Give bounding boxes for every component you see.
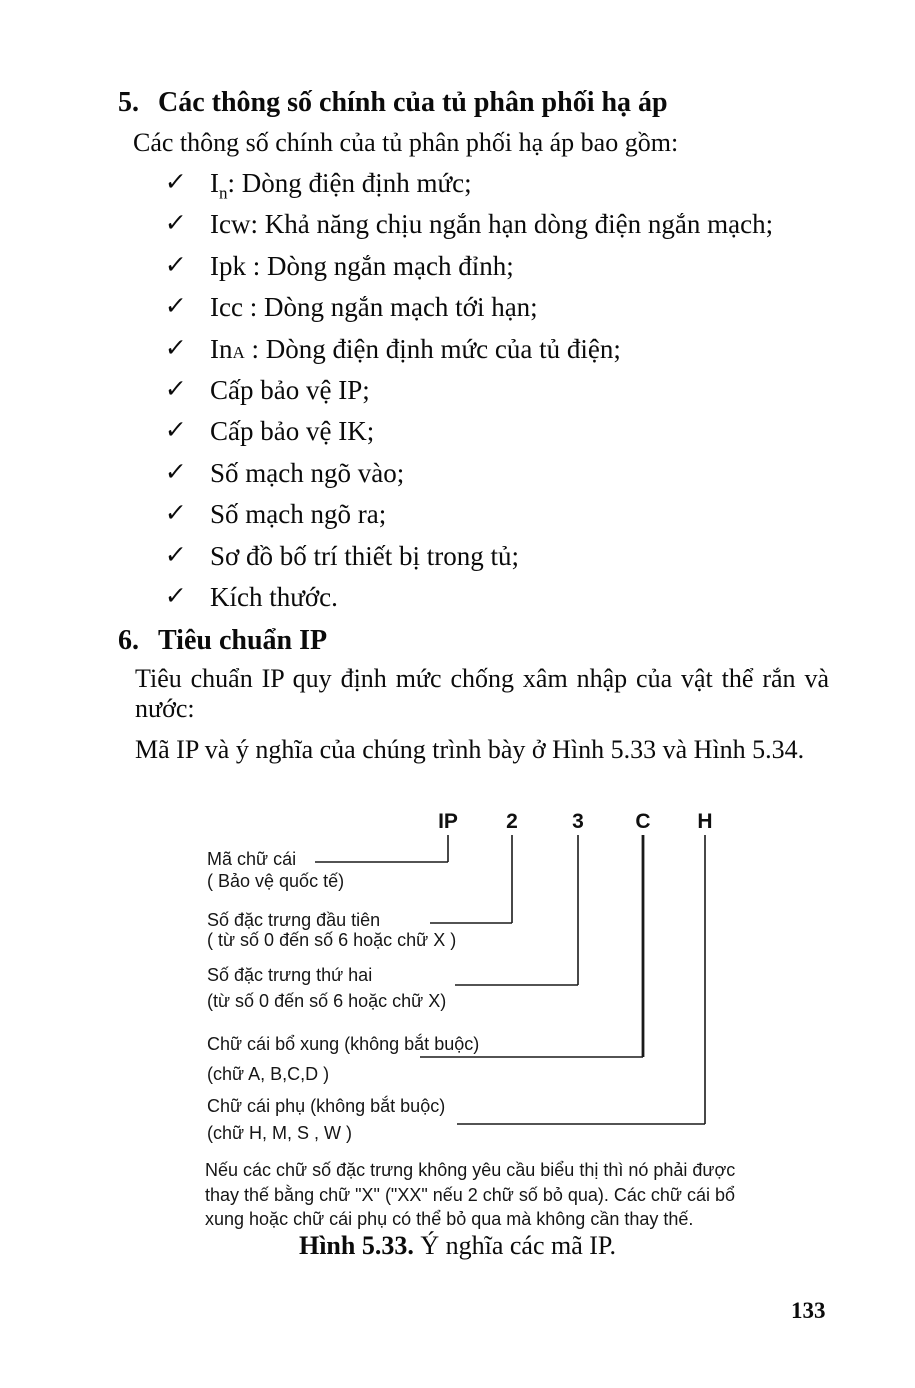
item-symbol: Ipk [210, 250, 246, 281]
code-letter-first-digit: 2 [506, 810, 518, 833]
section5-heading [118, 88, 668, 118]
caption-text: Ý nghĩa các mã IP. [413, 1231, 617, 1260]
list-item-text [210, 458, 404, 492]
code-letter-second-digit: 3 [572, 810, 584, 833]
row-detail: (từ số 0 đến số 6 hoặc chữ X) [207, 991, 447, 1011]
row-label: Số đặc trưng đầu tiên [207, 910, 381, 930]
note-line: thay thế bằng chữ "X" ("XX" nếu 2 chữ số bỏ qua). Các chữ cái bổ [205, 1184, 735, 1205]
item-symbol: In [210, 333, 233, 364]
list-item-text [210, 251, 514, 285]
list-item-text [210, 416, 374, 450]
list-item-text [210, 541, 519, 575]
checkmark-icon: ✓ [163, 169, 188, 196]
item-description: Số mạch ngõ vào; [210, 457, 405, 488]
item-description: : Dòng điện định mức của tủ điện; [244, 333, 621, 364]
list-item-text [210, 334, 621, 368]
checkmark-icon: ✓ [163, 251, 188, 279]
checkmark-icon: ✓ [163, 500, 188, 528]
section6-number: 6. [118, 625, 139, 656]
row-detail: ( Bảo vệ quốc tế) [207, 871, 345, 891]
list-item [165, 582, 773, 623]
caption-label: Hình 5.33. [298, 1231, 414, 1260]
list-item [165, 458, 773, 499]
row-detail: (chữ A, B,C,D ) [207, 1064, 330, 1084]
list-item [165, 416, 773, 457]
row-detail: (chữ H, M, S , W ) [207, 1123, 353, 1143]
list-item [165, 292, 773, 333]
list-item [165, 168, 773, 209]
item-symbol: I [210, 168, 219, 198]
section6-heading [118, 626, 327, 656]
item-symbol: Icw [210, 209, 251, 240]
checkmark-icon: ✓ [163, 293, 188, 321]
list-item-text [210, 375, 370, 409]
list-item [165, 499, 773, 540]
row-label: Mã chữ cái [207, 849, 297, 869]
list-item [165, 541, 773, 582]
note-line: xung hoặc chữ cái phụ có thể bỏ qua mà không cần thay thế. [205, 1209, 694, 1230]
item-description: : Dòng ngắn mạch đỉnh; [246, 250, 514, 281]
code-letter-supplementary: H [697, 810, 713, 833]
checkmark-icon: ✓ [163, 210, 188, 238]
list-item [165, 209, 773, 250]
list-item-text [210, 209, 773, 243]
section5-title: Các thông số chính của tủ phân phối hạ áp [158, 87, 668, 118]
item-description: : Khả năng chịu ngắn hạn dòng điện ngắn mạch; [250, 209, 774, 240]
item-description: Cấp bảo vệ IK; [210, 416, 375, 447]
paragraph-line: nước: [135, 694, 195, 723]
section6-paragraph-2: Mã IP và ý nghĩa của chúng trình bày ở Hình 5.33 và Hình 5.34. [135, 735, 805, 764]
item-description: Kích thước. [210, 581, 338, 612]
checkmark-icon: ✓ [163, 582, 188, 610]
item-description: : Dòng điện định mức; [227, 168, 472, 198]
row-detail: ( từ số 0 đến số 6 hoặc chữ X ) [207, 930, 457, 950]
item-description: Sơ đồ bố trí thiết bị trong tủ; [210, 540, 520, 571]
list-item-text [210, 168, 472, 202]
row-label: Chữ cái phụ (không bắt buộc) [207, 1096, 446, 1116]
figure-note [205, 1158, 735, 1232]
row-label: Chữ cái bổ xung (không bắt buộc) [207, 1034, 480, 1054]
list-item-text [210, 292, 538, 326]
section5-number: 5. [118, 87, 139, 118]
item-symbol: Icc [210, 292, 243, 323]
code-letter-ip: IP [438, 810, 458, 833]
list-item [165, 334, 773, 375]
code-letter-additional: C [635, 810, 651, 833]
list-item [165, 375, 773, 416]
ip-code-diagram [195, 795, 725, 1147]
row-label: Số đặc trưng thứ hai [207, 965, 373, 985]
list-item-text [210, 499, 386, 533]
note-line: Nếu các chữ số đặc trưng không yêu cầu biểu thị thì nó phải được [205, 1160, 736, 1180]
checkmark-icon: ✓ [163, 417, 188, 445]
paragraph-line: Tiêu chuẩn IP quy định mức chống xâm nhập của vật thể rắn và [135, 664, 829, 693]
section6-title: Tiêu chuẩn IP [158, 625, 328, 656]
item-description: : Dòng ngắn mạch tới hạn; [242, 292, 538, 323]
item-description: Số mạch ngõ ra; [210, 499, 387, 530]
parameter-checklist [165, 168, 773, 623]
section5-intro: Các thông số chính của tủ phân phối hạ áp bao gồm: [133, 128, 679, 157]
checkmark-icon: ✓ [163, 541, 188, 569]
page-number: 133 [791, 1298, 826, 1323]
item-smallcap: A [232, 342, 245, 362]
list-item [165, 251, 773, 292]
item-description: Cấp bảo vệ IP; [210, 374, 370, 405]
checkmark-icon: ✓ [163, 375, 188, 403]
figure-caption [0, 1231, 915, 1261]
checkmark-icon: ✓ [163, 458, 188, 486]
section6-paragraph-1 [135, 664, 829, 724]
checkmark-icon: ✓ [163, 334, 188, 362]
item-subscript: n [219, 183, 228, 203]
list-item-text [210, 582, 338, 616]
